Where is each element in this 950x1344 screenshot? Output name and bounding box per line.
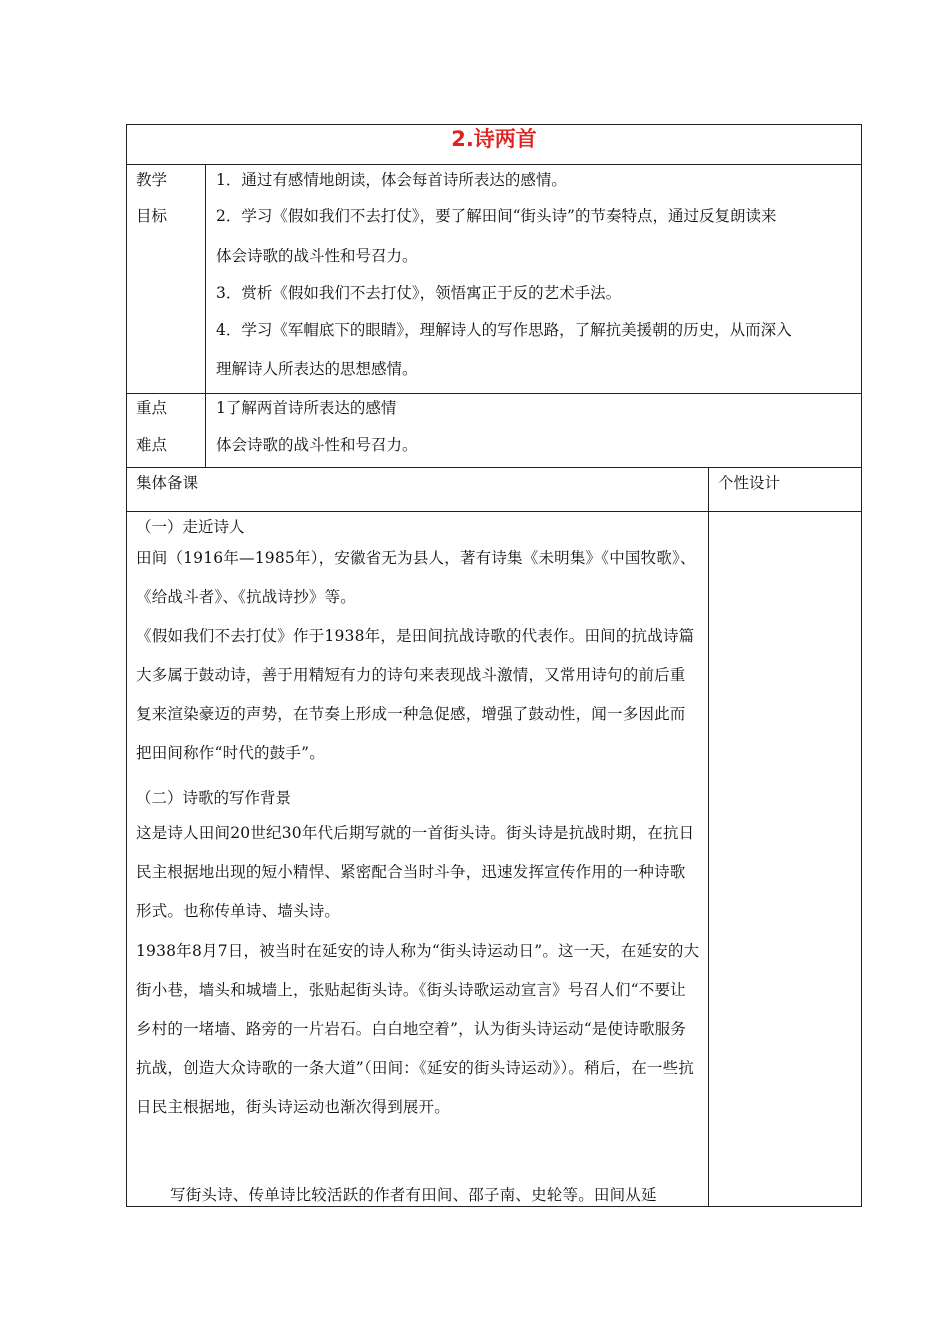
key-points-label: 重点	[136, 399, 168, 417]
objective-item: 4．学习《军帽底下的眼睛》，理解诗人的写作思路，了解抗美援朝的历史，从而深入	[216, 321, 792, 339]
objective-item: 2．学习《假如我们不去打仗》，要了解田间“街头诗”的节奏特点，通过反复朗读来	[216, 207, 777, 225]
row-divider	[126, 511, 862, 512]
objectives-label: 目标	[136, 207, 168, 225]
objective-item: 体会诗歌的战斗性和号召力。	[216, 247, 418, 265]
paragraph: 1938年8月7日，被当时在延安的诗人称为“街头诗运动日”。这一天，在延安的大街小巷，墙头和城墙上，张贴起街头诗。《街头诗歌运动宣言》号召人们“不要让乡村的一堵墙、路旁的一片岩石。白白地空着”，认为街头诗运动“是使诗歌服务抗战，创造大众诗歌的一条大道”（田间：《延安的街头诗运动》）。稍后，在一些抗日民主根据地，街头诗运动也渐次得到展开。	[136, 942, 700, 1116]
objectives-label: 教学	[136, 171, 168, 189]
paragraph: 田间（1916年—1985年），安徽省无为县人，著有诗集《未明集》《中国牧歌》、《给战斗者》、《抗战诗抄》等。	[136, 549, 696, 606]
paragraph: 这是诗人田间20世纪30年代后期写就的一首街头诗。街头诗是抗战时期，在抗日民主根据地出现的短小精悍、紧密配合当时斗争，迅速发挥宣传作用的一种诗歌形式。也称传单诗、墙头诗。	[136, 824, 695, 920]
objective-item: 3．赏析《假如我们不去打仗》，领悟寓正于反的艺术手法。	[216, 284, 622, 302]
column-divider	[708, 467, 709, 1207]
paragraph: 写街头诗、传单诗比较活跃的作者有田间、邵子南、史轮等。田间从延	[170, 1186, 657, 1204]
key-point-item: 1了解两首诗所表达的感情	[216, 399, 397, 417]
row-divider	[126, 467, 862, 468]
row-divider	[126, 164, 862, 165]
objective-item: 理解诗人所表达的思想感情。	[216, 360, 418, 378]
section-heading: （一）走近诗人	[136, 518, 245, 536]
objective-item: 1．通过有感情地朗读，体会每首诗所表达的感情。	[216, 171, 567, 189]
key-point-item: 体会诗歌的战斗性和号召力。	[216, 436, 418, 454]
section-heading: （二）诗歌的写作背景	[136, 789, 292, 807]
column-divider	[205, 164, 206, 467]
page-title: 2.诗两首	[451, 127, 537, 151]
key-points-label: 难点	[136, 436, 168, 454]
section-header-personal: 个性设计	[718, 474, 781, 492]
section-header-collective: 集体备课	[136, 474, 199, 492]
paragraph: 《假如我们不去打仗》作于1938年，是田间抗战诗歌的代表作。田间的抗战诗篇大多属于鼓动诗，善于用精短有力的诗句来表现战斗激情，又常用诗句的前后重复来渲染豪迈的声势，在节奏上形成一种急促感，增强了鼓动性，闻一多因此而把田间称作“时代的鼓手”。	[136, 627, 695, 762]
row-divider	[126, 393, 862, 394]
